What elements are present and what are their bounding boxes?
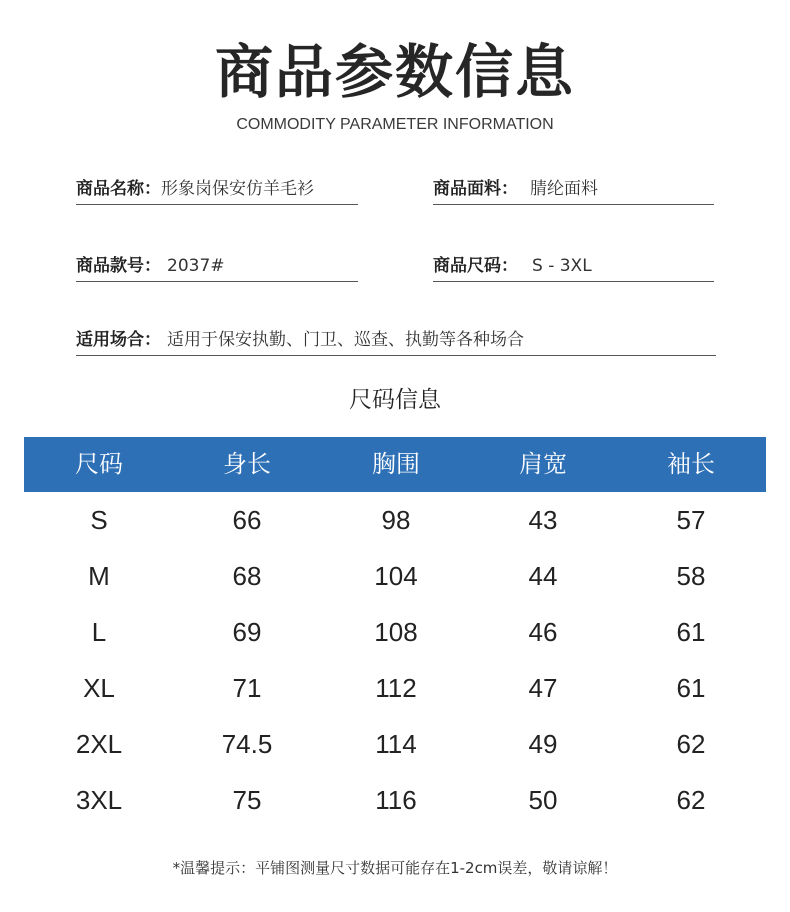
param-name-label: 商品名称：	[76, 179, 161, 199]
table-row	[24, 660, 766, 716]
table-cell: 74.5	[221, 729, 273, 759]
table-cell: 62	[676, 729, 706, 759]
table-cell: 47	[528, 673, 558, 703]
column-header: 尺码	[75, 450, 123, 478]
param-size-value: S - 3XL	[532, 256, 592, 276]
param-fabric-value: 腈纶面料	[530, 179, 598, 199]
column-header: 袖长	[667, 450, 715, 478]
table-cell: 46	[528, 617, 558, 647]
table-cell: 49	[528, 729, 558, 759]
table-cell: 69	[232, 617, 262, 647]
param-usage-value: 适用于保安执勤、门卫、巡查、执勤等各种场合	[167, 330, 524, 350]
size-section-title: 尺码信息	[349, 387, 441, 413]
table-cell: 58	[676, 561, 706, 591]
param-fabric	[433, 174, 714, 205]
param-model	[76, 251, 358, 282]
table-cell: M	[88, 561, 110, 591]
table-cell: 108	[374, 617, 418, 647]
table-row	[24, 492, 766, 548]
table-row	[24, 772, 766, 828]
table-cell: 114	[375, 729, 417, 759]
column-header: 身长	[223, 450, 271, 478]
table-cell: XL	[83, 673, 115, 703]
param-fabric-label: 商品面料：	[433, 179, 518, 199]
size-table-header	[24, 437, 766, 492]
param-size	[433, 251, 714, 282]
table-cell: 61	[676, 617, 706, 647]
page-subtitle: COMMODITY PARAMETER INFORMATION	[236, 116, 554, 133]
table-cell: 68	[232, 561, 262, 591]
table-row	[24, 604, 766, 660]
table-cell: L	[91, 617, 107, 647]
table-cell: 57	[676, 505, 706, 535]
table-cell: 116	[375, 785, 417, 815]
measurement-note: *温馨提示：平铺图测量尺寸数据可能存在1-2cm误差，敬请谅解！	[172, 859, 618, 877]
table-cell: 61	[676, 673, 706, 703]
table-cell: 43	[528, 505, 558, 535]
param-usage-label: 适用场合：	[76, 330, 161, 350]
page-title: 商品参数信息	[214, 38, 575, 106]
table-cell: 66	[232, 505, 262, 535]
table-cell: 98	[381, 505, 411, 535]
table-cell: S	[90, 505, 108, 535]
param-name	[76, 174, 358, 205]
param-size-label: 商品尺码：	[433, 256, 518, 276]
table-row	[24, 548, 766, 604]
column-header: 胸围	[372, 450, 420, 478]
table-cell: 44	[528, 561, 558, 591]
table-cell: 104	[374, 561, 418, 591]
table-cell: 3XL	[75, 785, 123, 815]
column-header: 肩宽	[519, 450, 567, 478]
table-row	[24, 716, 766, 772]
table-cell: 50	[528, 785, 558, 815]
table-cell: 2XL	[75, 729, 123, 759]
param-model-value: 2037#	[167, 256, 225, 276]
param-name-value: 形象岗保安仿羊毛衫	[161, 179, 314, 199]
param-usage	[76, 325, 716, 356]
param-model-label: 商品款号：	[76, 256, 161, 276]
table-cell: 71	[232, 673, 262, 703]
table-cell: 75	[232, 785, 262, 815]
table-cell: 62	[676, 785, 706, 815]
table-cell: 112	[375, 673, 417, 703]
